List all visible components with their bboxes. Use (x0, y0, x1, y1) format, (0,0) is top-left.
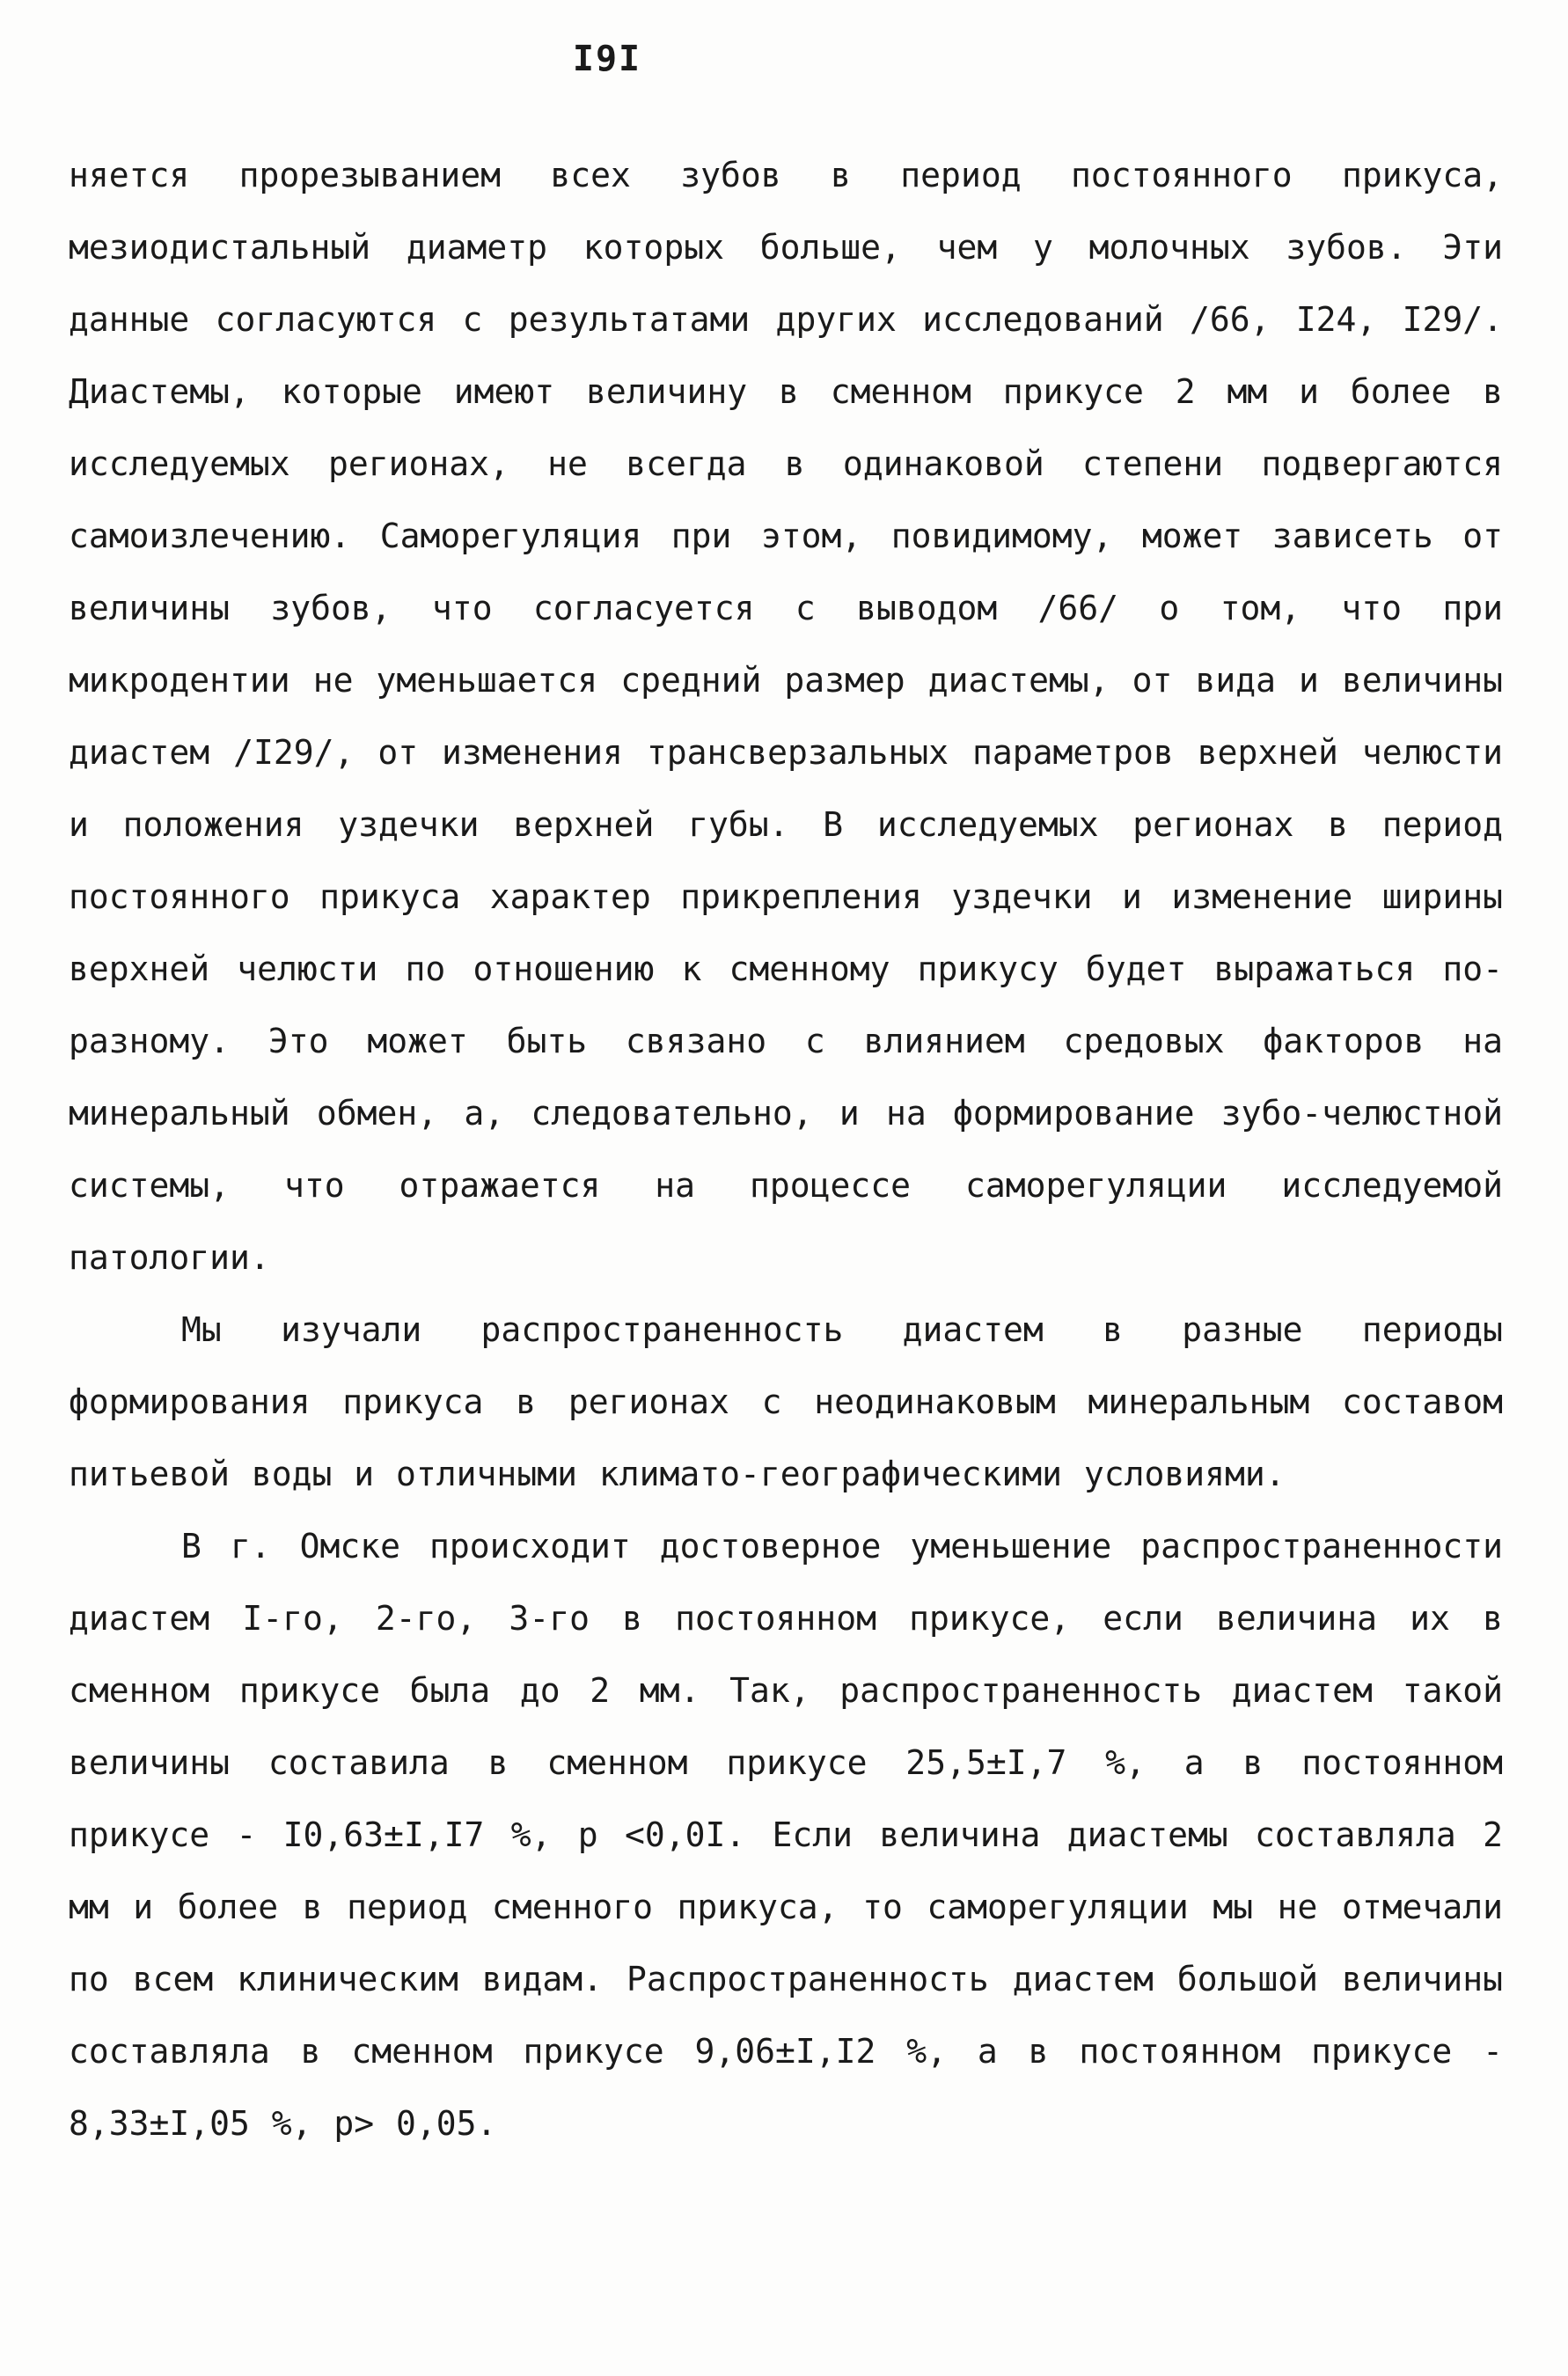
page-number: I9I (572, 39, 642, 79)
paragraph-continuation: няется прорезыванием всех зубов в период постоянного прикуса, мезиодистальный диаметр которых больше, чем у молочных зубов. Эти данные согласуются с результатами других исследований /66, I24, I29/. Диастемы, которые имеют величину в сменном прикусе 2 мм и более в исследуемых регионах, не всегда в одинаковой степени подвергаются самоизлечению. Саморегуляция при этом, повидимому, может зависеть от величины зубов, что согласуется с выводом /66/ о том, что при микродентии не уменьшается средний размер диастемы, от вида и величины диастем /I29/, от изменения трансверзальных параметров верхней челюсти и положения уздечки верхней губы. В исследуемых регионах в период постоянного прикуса характер прикрепления уздечки и изменение ширины верхней челюсти по отношению к сменному прикусу будет выражаться по-разному. Это может быть связано с влиянием средовых факторов на минеральный обмен, а, следовательно, и на формирование зубо-челюстной системы, что отражается на процессе саморегуляции исследуемой патологии. (69, 156, 1503, 1277)
body-text (69, 139, 1503, 2160)
paragraph-study-intro: Мы изучали распространенность диастем в разные периоды формирования прикуса в регионах с неодинаковым минеральным составом питьевой воды и отличными климато-географическими условиями. (69, 1310, 1503, 1493)
paragraph-omsk-results: В г. Омске происходит достоверное уменьшение распространенности диастем I-го, 2-го, 3-го в постоянном прикусе, если величина их в сменном прикусе была до 2 мм. Так, распространенность диастем такой величины составила в сменном прикусе 25,5±I,7 %, а в постоянном прикусе - I0,63±I,I7 %, р <0,0I. Если величина диастемы составляла 2 мм и более в период сменного прикуса, то саморегуляции мы не отмечали по всем клиническим видам. Распространенность диастем большой величины составляла в сменном прикусе 9,06±I,I2 %, а в постоянном прикусе - 8,33±I,05 %, р> 0,05. (69, 1527, 1503, 2143)
